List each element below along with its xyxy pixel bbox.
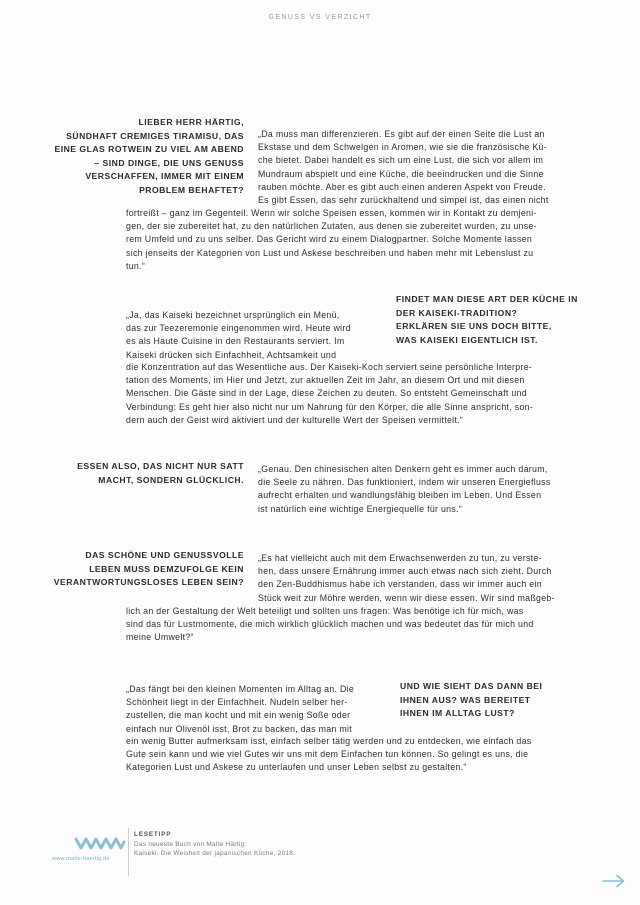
answer-line: einfach nur Olivenöl isst, Brot zu backen, das man mit xyxy=(126,723,352,734)
answer-line: die Konzentration auf das Wesentliche aus. Der Kaiseki-Koch serviert seine persönliche Interpre- xyxy=(126,362,533,372)
answer-line: „Genau. Den chinesischen alten Denkern geht es immer auch darum, xyxy=(258,464,548,474)
answer-line: Menschen. Die Gäste sind in der Lage, diese Zeichen zu deuten. So entsteht Gemeinschaft und xyxy=(126,388,527,399)
question-5 xyxy=(400,680,596,721)
answer-3 xyxy=(258,463,597,516)
question-line: ESSEN ALSO, DAS NICHT NUR SATT xyxy=(77,461,244,471)
question-3 xyxy=(40,460,244,487)
question-4 xyxy=(40,549,244,590)
answer-line: die Seele zu nähren. Das funktioniert, indem wir unseren Energiefluss xyxy=(258,477,551,488)
answer-line: meine Umwelt?“ xyxy=(126,632,194,643)
question-line: ERKLÄREN SIE UNS DOCH BITTE, xyxy=(396,321,552,332)
answer-line: gen, der sie zubereitet hat, zu den natürlichen Zutaten, aus denen sie zubereitet wurden, zu unse- xyxy=(126,221,537,232)
reading-tip-label: LESETIPP xyxy=(134,831,172,838)
answer-1-narrow xyxy=(258,128,597,207)
answer-line: Es gibt Essen, das sehr zurückhaltend und simpel ist, das einen nicht xyxy=(258,195,549,206)
reading-tip-line: Das neueste Buch von Malte Härtig: xyxy=(134,840,247,848)
answer-line: rauben möchte. Aber es gibt auch einen anderen Aspekt von Freude. xyxy=(258,181,546,192)
question-line: PROBLEM BEHAFTET? xyxy=(139,184,244,195)
answer-line: Kategorien Lust und Askese zu unterlaufen und unser Leben selbst zu gestalten.“ xyxy=(126,762,467,773)
answer-line: dern auch der Geist wird aktiviert und der kulturelle Wert der Speisen vermittelt.“ xyxy=(126,414,464,425)
running-title: GENUSS VS VERZICHT xyxy=(268,14,372,21)
question-line: – SIND DINGE, DIE UNS GENUSS xyxy=(94,157,244,168)
question-line: LIEBER HERR HÄRTIG, xyxy=(138,117,244,127)
question-line: DER KAISEKI-TRADITION? xyxy=(396,307,518,318)
wave-logo-icon xyxy=(74,834,126,852)
arrow-right-icon[interactable] xyxy=(602,874,626,888)
answer-line: ein wenig Butter aufmerksam isst, einfach selber tätig werden und zu entdecken, wie einfach das xyxy=(126,736,532,746)
answer-5-wide xyxy=(126,735,597,775)
question-line: IHNEN AUS? WAS BEREITET xyxy=(400,694,531,705)
question-line: FINDET MAN DIESE ART DER KÜCHE IN xyxy=(396,294,578,304)
question-line: VERSCHAFFEN, IMMER MIT EINEM xyxy=(85,171,244,182)
answer-line: tation des Moments, im Hier und Jetzt, zur aktuellen Zeit im Jahr, an diesem Ort und mit diesen xyxy=(126,375,525,386)
website-link[interactable]: www.malte-haertig.de xyxy=(52,856,110,862)
answer-line: sind das für Lustmomente, die mich wirklich glücklich machen und was bedeutet das für mich und xyxy=(126,619,534,630)
answer-line: che bietet. Dabei handelt es sich um eine Lust, die sich vor allem im xyxy=(258,155,544,166)
question-line: MACHT, SONDERN GLÜCKLICH. xyxy=(98,474,244,485)
question-line: EINE GLAS ROTWEIN ZU VIEL AM ABEND xyxy=(54,144,244,155)
answer-line: Schönheit liegt in der Einfachheit. Nudeln selber her- xyxy=(126,697,348,708)
reading-tip xyxy=(134,830,295,859)
answer-line: fortreißt – ganz im Gegenteil. Wenn wir solche Speisen essen, kommen wir in Kontakt zu demjeni- xyxy=(126,208,537,218)
question-line: DAS SCHÖNE UND GENUSSVOLLE xyxy=(85,550,244,560)
question-line: SÜNDHAFT CREMIGES TIRAMISU, DAS xyxy=(66,130,244,141)
author-logo xyxy=(52,834,124,862)
answer-line: Kaiseki drücken sich Einfachheit, Achtsamkeit und xyxy=(126,349,337,360)
question-line: IHNEN IM ALLTAG LUST? xyxy=(400,708,515,719)
answer-4-narrow xyxy=(258,552,597,605)
answer-line: Ekstase und dem Schwelgen in Aromen, wie sie die französische Kü- xyxy=(258,142,547,153)
answer-line: „Ja, das Kaiseki bezeichnet ursprünglich ein Menü, xyxy=(126,310,340,320)
reading-tip-line: Kaiseki. Die Weisheit der japanischen Küche, 2018. xyxy=(134,850,296,858)
answer-line: Verbindung: Es geht hier also nicht nur um Nahrung für den Körper, die alle Sinne anspricht, son- xyxy=(126,401,534,412)
answer-2-wide xyxy=(126,361,597,427)
answer-line: Stück weit zur Möhre werden, wenn wir diese essen. Wir sind maßgeb- xyxy=(258,592,555,603)
question-line: UND WIE SIEHT DAS DANN BEI xyxy=(400,681,543,691)
answer-line: es als Haute Cuisine in den Restaurants serviert. Im xyxy=(126,336,345,347)
answer-line: lich an der Gestaltung der Welt beteiligt und sollten uns fragen: Was benötige ich für mich, was xyxy=(126,606,524,616)
answer-1-wide xyxy=(126,207,597,273)
footer-divider xyxy=(128,828,129,876)
question-line: VERANTWORTUNGSLOSES LEBEN SEIN? xyxy=(53,577,244,588)
answer-5-narrow xyxy=(126,683,386,736)
answer-line: rem Umfeld und zu uns selber. Das Gericht wird zu einem Dialogpartner. Solche Momente lassen xyxy=(126,234,533,245)
answer-line: zustellen, die man kocht und mit ein wenig Soße oder xyxy=(126,710,351,721)
answer-line: „Es hat vielleicht auch mit dem Erwachsenwerden zu tun, zu verste- xyxy=(258,553,542,563)
answer-line: Gute sein kann und wie viel Gutes wir uns mit dem Einfachen tun können. So gelingt es uns, die xyxy=(126,749,529,760)
question-line: WAS KAISEKI EIGENTLICH IST. xyxy=(396,334,538,345)
answer-line: das zur Teezeremonie eingenommen wird. Heute wird xyxy=(126,323,351,334)
answer-line: ist natürlich eine wichtige Energiequelle für uns.“ xyxy=(258,503,463,514)
answer-line: „Das fängt bei den kleinen Momenten im Alltag an. Die xyxy=(126,684,355,694)
question-1 xyxy=(40,116,244,198)
answer-line: aufrecht erhalten und wandlungsfähig bleiben im Leben. Und Essen xyxy=(258,490,542,501)
answer-line: sich jenseits der Kategorien von Lust und Askese beschreiben und haben mehr mit Lebenslust zu xyxy=(126,247,534,258)
answer-line: „Da muss man differenzieren. Es gibt auf der einen Seite die Lust an xyxy=(258,129,545,139)
answer-4-wide xyxy=(126,605,597,645)
question-line: LEBEN MUSS DEMZUFOLGE KEIN xyxy=(89,563,244,574)
answer-line: tun.“ xyxy=(126,260,146,271)
question-2 xyxy=(396,293,596,347)
answer-2-narrow xyxy=(126,309,382,362)
answer-line: hen, dass unsere Ernährung immer auch etwas nach sich zieht. Durch xyxy=(258,566,552,577)
answer-line: Mundraum abspielt und eine Küche, die beeindrucken und die Sinne xyxy=(258,168,544,179)
answer-line: den Zen-Buddhismus habe ich verstanden, dass wir immer auch ein xyxy=(258,579,542,590)
